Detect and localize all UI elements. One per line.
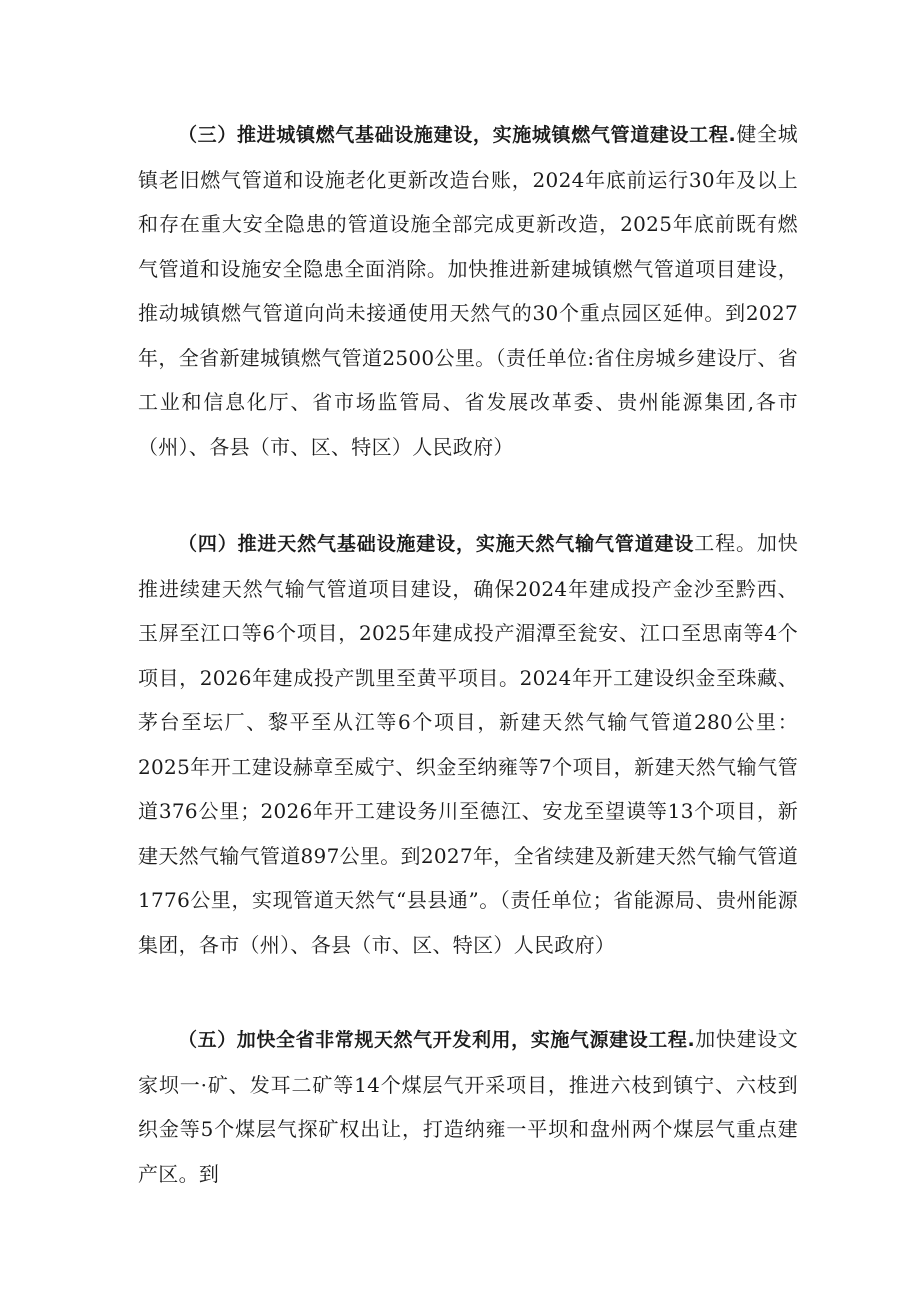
paragraph-section-5 [138,1017,798,1196]
paragraph-section-4 [138,521,798,967]
section-5-heading: （五）加快全省非常规天然气开发利用，实施气源建设工程. [178,1029,696,1051]
section-4-heading: （四）推进天然气基础设施建设，实施天然气输气管道建设 [178,533,695,555]
section-5-body: 加快建设文家坝一·矿、发耳二矿等14个煤层气开采项目，推进六枝到镇宁、六枝到织金等5个煤层气探矿权出让，打造纳雍一平坝和盘州两个煤层气重点建产区。到 [138,1027,798,1186]
section-3-body: 健全城镇老旧燃气管道和设施老化更新改造台账，2024年底前运行30年及以上和存在重大安全隐患的管道设施全部完成更新改造，2025年底前既有燃气管道和设施安全隐患全面消除。加快推进新建城镇燃气管道项目建设，推动城镇燃气管道向尚未接通使用天然气的30个重点园区延伸。到2027年，全省新建城镇燃气管道2500公里。（责任单位:省住房城乡建设厅、省工业和信息化厅、省市场监管局、省发展改革委、贵州能源集团,各市（州）、各县（市、区、特区）人民政府） [138,122,798,459]
section-3-heading: （三）推进城镇燃气基础设施建设，实施城镇燃气管道建设工程. [178,124,737,146]
paragraph-section-3 [138,112,798,469]
section-4-body: 工程。加快推进续建天然气输气管道项目建设，确保2024年建成投产金沙至黔西、玉屏至江口等6个项目，2025年建成投产湄潭至瓮安、江口至思南等4个项目，2026年建成投产凯里至黄平项目。2024年开工建设织金至珠藏、茅台至坛厂、黎平至从江等6个项目，新建天然气输气管道280公里：2025年开工建设赫章至威宁、织金至纳雍等7个项目，新建天然气输气管道376公里；2026年开工建设务川至德江、安龙至望谟等13个项目，新建天然气输气管道897公里。到2027年，全省续建及新建天然气输气管道1776公里，实现管道天然气“县县通”。（责任单位；省能源局、贵州能源集团，各市（州）、各县（市、区、特区）人民政府） [138,531,798,957]
